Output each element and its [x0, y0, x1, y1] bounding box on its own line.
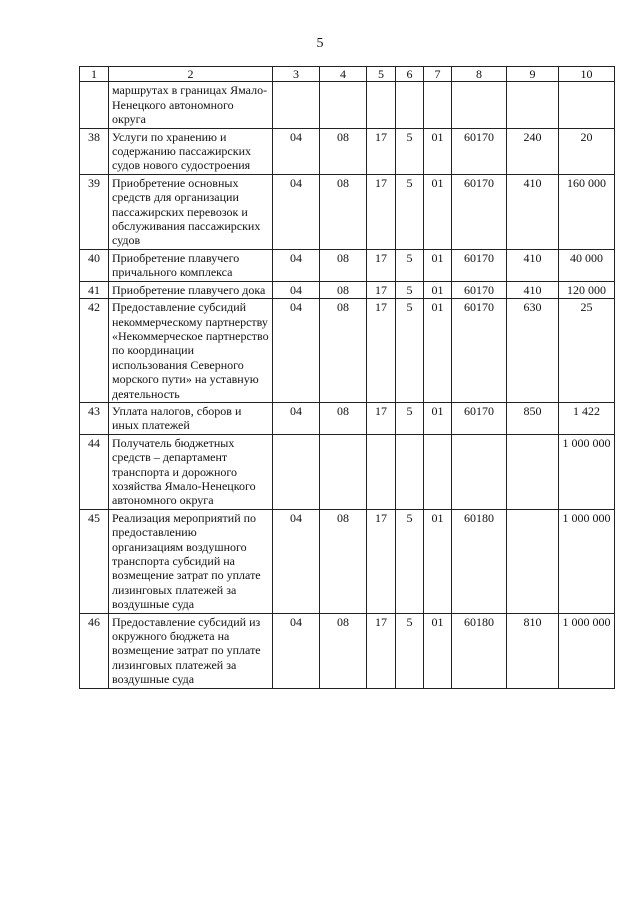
code-cell: 17	[367, 174, 396, 249]
row-number: 41	[80, 281, 109, 298]
column-header: 7	[424, 67, 452, 82]
row-number: 39	[80, 174, 109, 249]
amount-cell: 1 000 000	[559, 509, 615, 613]
table-row	[80, 434, 615, 509]
row-number: 44	[80, 434, 109, 509]
code-cell: 410	[507, 249, 559, 281]
code-cell: 08	[320, 299, 367, 403]
code-cell	[320, 82, 367, 128]
table-row	[80, 82, 615, 128]
code-cell: 5	[396, 281, 424, 298]
code-cell: 5	[396, 174, 424, 249]
code-cell: 08	[320, 613, 367, 688]
code-cell	[452, 434, 507, 509]
row-number: 46	[80, 613, 109, 688]
row-number: 45	[80, 509, 109, 613]
code-cell: 04	[273, 128, 320, 174]
code-cell: 630	[507, 299, 559, 403]
code-cell: 08	[320, 249, 367, 281]
row-description: Приобретение плавучего дока	[109, 281, 273, 298]
table-row	[80, 402, 615, 434]
code-cell	[273, 434, 320, 509]
column-header: 9	[507, 67, 559, 82]
code-cell: 850	[507, 402, 559, 434]
code-cell: 60180	[452, 509, 507, 613]
code-cell: 17	[367, 128, 396, 174]
code-cell: 60180	[452, 613, 507, 688]
code-cell	[396, 434, 424, 509]
code-cell: 01	[424, 281, 452, 298]
row-description: Услуги по хранению и содержанию пассажирских судов нового судостроения	[109, 128, 273, 174]
row-number: 38	[80, 128, 109, 174]
row-description: Предоставление субсидий из окружного бюджета на возмещение затрат по уплате лизинговых платежей за воздушные суда	[109, 613, 273, 688]
row-number: 42	[80, 299, 109, 403]
code-cell: 5	[396, 613, 424, 688]
code-cell	[452, 82, 507, 128]
amount-cell: 1 422	[559, 402, 615, 434]
column-header: 10	[559, 67, 615, 82]
code-cell: 410	[507, 281, 559, 298]
code-cell: 810	[507, 613, 559, 688]
code-cell: 08	[320, 281, 367, 298]
table-row	[80, 174, 615, 249]
code-cell: 04	[273, 249, 320, 281]
table-row	[80, 509, 615, 613]
code-cell	[424, 82, 452, 128]
code-cell: 01	[424, 509, 452, 613]
code-cell: 240	[507, 128, 559, 174]
code-cell: 60170	[452, 174, 507, 249]
code-cell: 01	[424, 402, 452, 434]
table-row	[80, 281, 615, 298]
row-number: 40	[80, 249, 109, 281]
code-cell: 04	[273, 299, 320, 403]
code-cell: 60170	[452, 249, 507, 281]
code-cell: 08	[320, 174, 367, 249]
row-description: маршрутах в границах Ямало-Ненецкого автономного округа	[109, 82, 273, 128]
column-header: 8	[452, 67, 507, 82]
code-cell	[273, 82, 320, 128]
code-cell: 08	[320, 128, 367, 174]
code-cell: 01	[424, 174, 452, 249]
row-description: Приобретение плавучего причального комплекса	[109, 249, 273, 281]
code-cell: 5	[396, 402, 424, 434]
row-number: 43	[80, 402, 109, 434]
code-cell: 04	[273, 402, 320, 434]
budget-table	[79, 66, 615, 689]
code-cell: 17	[367, 281, 396, 298]
column-header: 1	[80, 67, 109, 82]
code-cell: 04	[273, 174, 320, 249]
amount-cell: 160 000	[559, 174, 615, 249]
code-cell: 60170	[452, 299, 507, 403]
row-number	[80, 82, 109, 128]
code-cell: 04	[273, 509, 320, 613]
code-cell	[507, 509, 559, 613]
amount-cell: 120 000	[559, 281, 615, 298]
code-cell	[396, 82, 424, 128]
table-row	[80, 128, 615, 174]
row-description: Реализация мероприятий по предоставлению организациям воздушного транспорта субсидий на возмещение затрат по уплате лизинговых платежей за воздушные суда	[109, 509, 273, 613]
code-cell: 01	[424, 613, 452, 688]
column-header: 4	[320, 67, 367, 82]
code-cell: 410	[507, 174, 559, 249]
column-header: 6	[396, 67, 424, 82]
table-row	[80, 249, 615, 281]
code-cell: 60170	[452, 281, 507, 298]
amount-cell: 40 000	[559, 249, 615, 281]
code-cell: 08	[320, 402, 367, 434]
code-cell: 60170	[452, 128, 507, 174]
row-description: Получатель бюджетных средств – департамент транспорта и дорожного хозяйства Ямало-Ненецкого автономного округа	[109, 434, 273, 509]
code-cell: 5	[396, 128, 424, 174]
code-cell	[367, 434, 396, 509]
code-cell: 5	[396, 509, 424, 613]
code-cell: 01	[424, 299, 452, 403]
code-cell	[367, 82, 396, 128]
code-cell: 17	[367, 299, 396, 403]
code-cell: 08	[320, 509, 367, 613]
amount-cell: 1 000 000	[559, 613, 615, 688]
code-cell: 04	[273, 281, 320, 298]
code-cell: 5	[396, 249, 424, 281]
code-cell	[424, 434, 452, 509]
table-row	[80, 613, 615, 688]
code-cell: 01	[424, 128, 452, 174]
code-cell	[507, 434, 559, 509]
amount-cell: 1 000 000	[559, 434, 615, 509]
code-cell: 17	[367, 509, 396, 613]
code-cell: 60170	[452, 402, 507, 434]
row-description: Уплата налогов, сборов и иных платежей	[109, 402, 273, 434]
code-cell: 04	[273, 613, 320, 688]
code-cell: 5	[396, 299, 424, 403]
page-number: 5	[316, 36, 324, 51]
code-cell: 17	[367, 613, 396, 688]
code-cell: 17	[367, 402, 396, 434]
row-description: Предоставление субсидий некоммерческому партнерству «Некоммерческое партнерство по координации использования Северного морского пути» на уставную деятельность	[109, 299, 273, 403]
amount-cell	[559, 82, 615, 128]
row-description: Приобретение основных средств для организации пассажирских перевозок и обслуживания пассажирских судов	[109, 174, 273, 249]
table-row	[80, 299, 615, 403]
code-cell	[320, 434, 367, 509]
code-cell: 17	[367, 249, 396, 281]
code-cell	[507, 82, 559, 128]
code-cell: 01	[424, 249, 452, 281]
column-header: 2	[109, 67, 273, 82]
table-header-row	[80, 67, 615, 82]
column-header: 3	[273, 67, 320, 82]
column-header: 5	[367, 67, 396, 82]
amount-cell: 20	[559, 128, 615, 174]
amount-cell: 25	[559, 299, 615, 403]
